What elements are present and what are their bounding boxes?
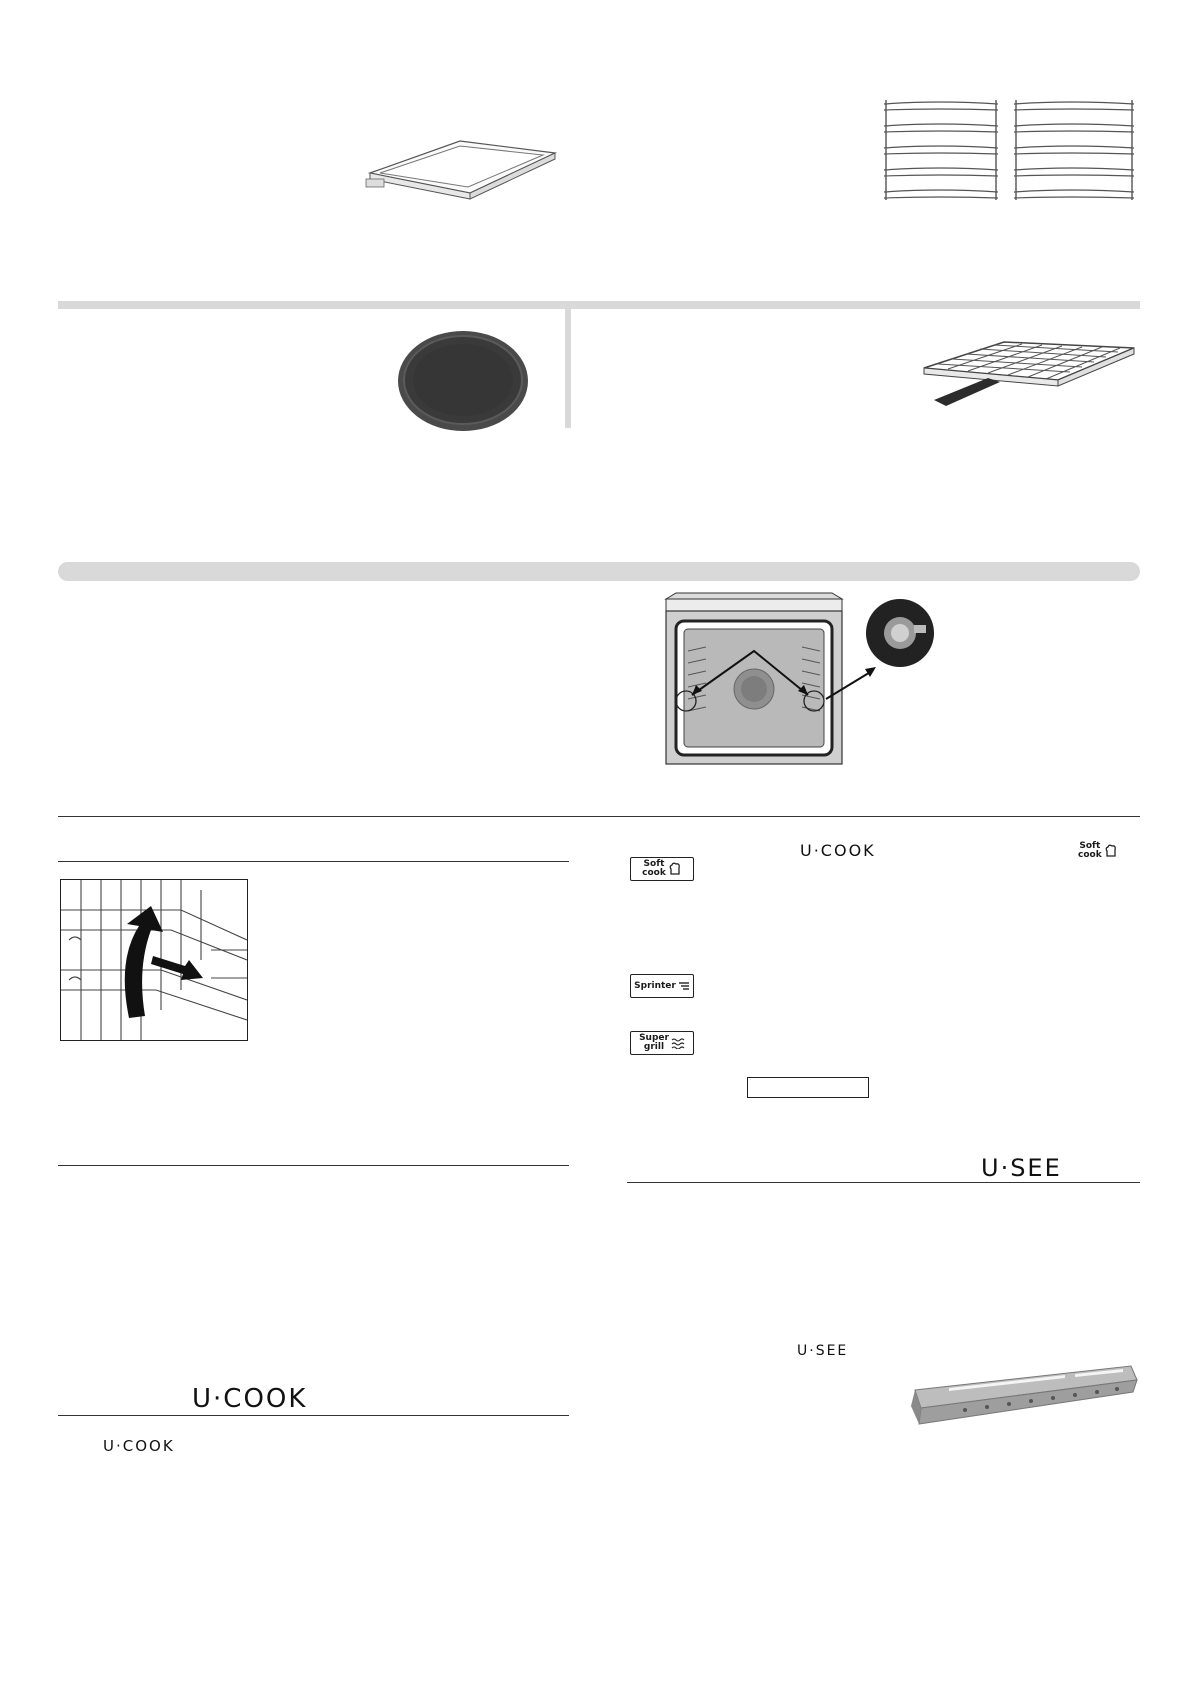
- section-divider-vertical: [565, 309, 571, 428]
- rule-main: [58, 816, 1140, 817]
- sprinter-badge: Sprinter: [630, 974, 694, 998]
- usee-logo-small: U·SEE: [797, 1343, 849, 1359]
- soft-cook-inline-label: Soft cook: [1078, 842, 1118, 860]
- super-grill-badge: Super grill: [630, 1031, 694, 1055]
- flat-tray-illustration: [350, 135, 560, 205]
- usee-logo-heading: U·SEE: [981, 1154, 1062, 1182]
- side-racks-illustration: [880, 96, 1140, 204]
- rule-right-1: [627, 1182, 1140, 1183]
- grill-rack-with-handle-illustration: [918, 338, 1138, 410]
- rule-left-1: [58, 861, 569, 862]
- rack-removal-illustration: [60, 879, 248, 1041]
- section-band-oven-interior: [58, 562, 1140, 581]
- grill-waves-icon: [671, 1037, 685, 1049]
- rule-left-3: [58, 1415, 569, 1416]
- ucook-logo-large: U·COOK: [192, 1384, 308, 1414]
- pizza-pan-illustration: [396, 326, 530, 432]
- rule-left-2: [58, 1165, 569, 1166]
- speed-lines-icon: [678, 981, 690, 991]
- soft-cook-badge: Soft cook: [630, 857, 694, 881]
- chef-hat-icon: [1104, 844, 1118, 858]
- ucook-logo-right-heading: U·COOK: [800, 841, 876, 860]
- oven-cavity-diagram: [662, 591, 936, 766]
- usee-steam-bar-illustration: [905, 1362, 1140, 1430]
- chef-hat-icon: [668, 862, 682, 876]
- ucook-logo-small: U·COOK: [103, 1437, 175, 1455]
- section-band-accessories: [58, 301, 1140, 309]
- empty-outlined-box: [747, 1077, 869, 1098]
